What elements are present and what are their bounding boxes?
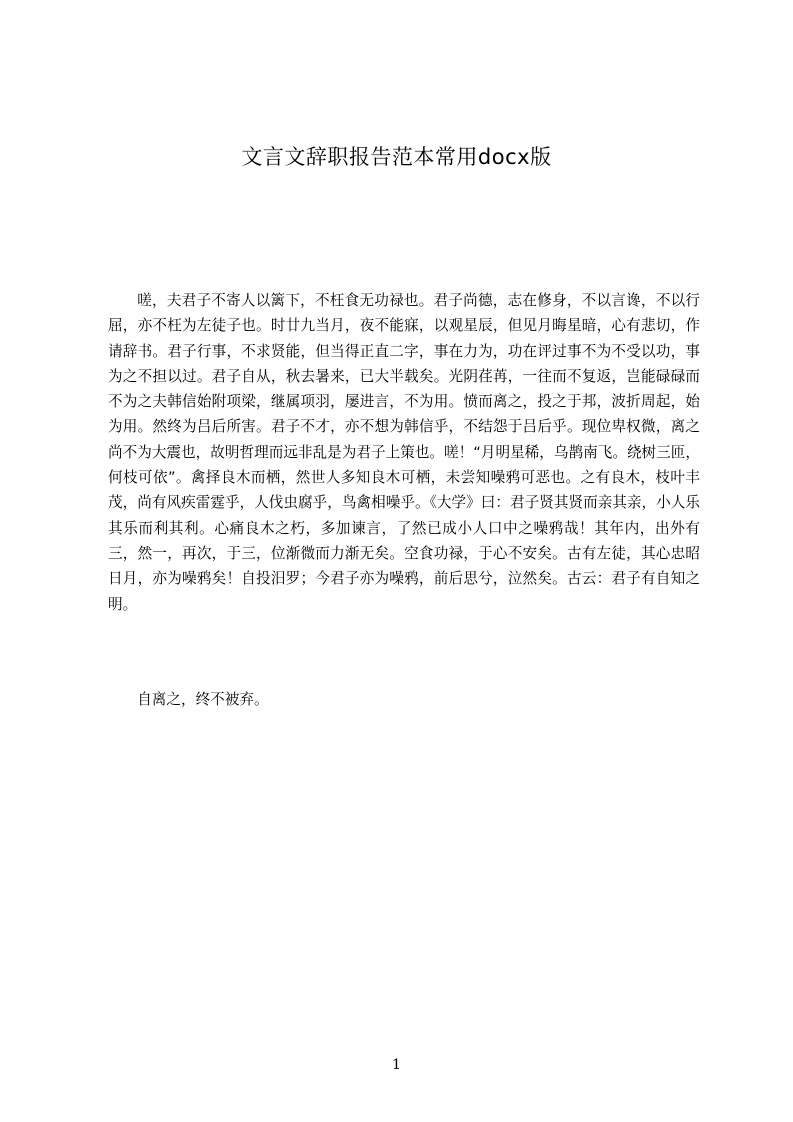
page-number: 1 [392, 1057, 401, 1073]
document-title: 文言文辞职报告范本常用docx版 [241, 145, 552, 169]
closing-paragraph: 自离之，终不被弃。 [137, 691, 269, 708]
body-paragraph: 嗟，夫君子不寄人以篱下，不枉食无功禄也。君子尚德，志在修身，不以言谗，不以行屈，亦不枉为左徒子也。时廿九当月，夜不能寐，以观星辰，但见月晦星暗，心有悲切，作请辞书。君子行事，不求贤能，但当得正直二字，事在力为，功在评过事不为不受以功，事为之不担以过。君子自从，秋去暑来，已大半载矣。光阴荏苒，一往而不复返，岂能碌碌而不为之夫韩信始附项梁，继属项羽，屡进言，不为用。愤而离之，投之于邦，波折周起，始为用。然终为吕后所害。君子不才，亦不想为韩信乎，不结怨于吕后乎。现位卑权微，离之尚不为大震也，故明哲理而远非乱是为君子上策也。嗟！“月明星稀，乌鹊南飞。绕树三匝，何枝可依”。禽择良木而栖，然世人多知良木可栖，未尝知噪鸦可恶也。之有良木，枝叶丰茂，尚有风疾雷霆乎，人伐虫腐乎，鸟禽相噪乎。《大学》曰：君子贤其贤而亲其亲，小人乐其乐而利其利。心痛良木之朽，多加谏言，了然已成小人口中之噪鸦哉！其年内，出外有三，然一，再次，于三，位渐微而力渐无矣。空食功禄，于心不安矣。古有左徒，其心忠昭日月，亦为噪鸦矣！自投汨罗；今君子亦为噪鸦，前后思兮，泣然矣。古云：君子有自知之明。 [108, 292, 700, 613]
